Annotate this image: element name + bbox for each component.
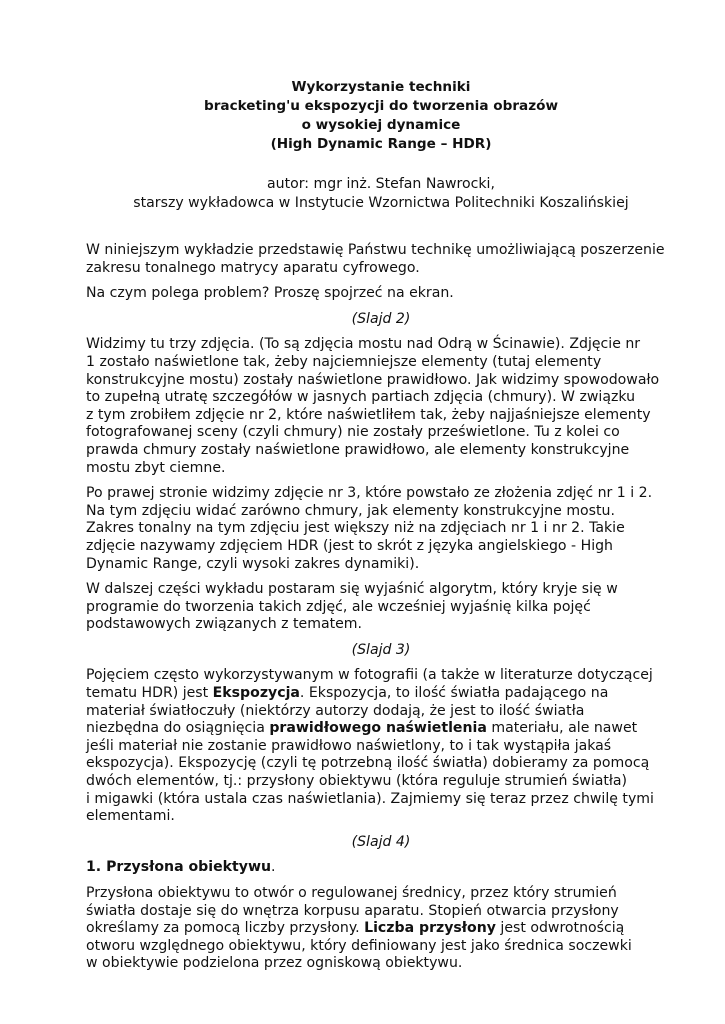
- text-line: podstawowych związanych z tematem.: [86, 616, 362, 633]
- slide4-paragraph: [86, 885, 676, 973]
- document-page: [86, 78, 676, 981]
- term-liczba-przyslony: Liczba przysłony: [364, 920, 496, 937]
- title-line: o wysokiej dynamice: [301, 117, 461, 133]
- text-line: materiał światłoczuły (niektórzy autorzy dodają, że jest to ilość światła: [86, 702, 585, 719]
- text-line: programie do tworzenia takich zdjęć, ale wcześniej wyjaśnię kilka pojęć: [86, 598, 591, 615]
- text-line: elementami.: [86, 808, 175, 825]
- text-line: światła dostaje się do wnętrza korpusu aparatu. Stopień otwarcia przysłony: [86, 902, 619, 919]
- intro-paragraph: [86, 242, 676, 277]
- text-line: W dalszej części wykładu postaram się wyjaśnić algorytm, który kryje się w: [86, 581, 618, 598]
- author-name: autor: mgr inż. Stefan Nawrocki,: [267, 176, 495, 192]
- text-line: prawda chmury zostały naświetlone prawidłowo, ale elementy konstrukcyjne: [86, 441, 630, 458]
- text-segment: . Ekspozycja, to ilość światła padającego na: [299, 685, 609, 702]
- text-line: Na czym polega problem? Proszę spojrzeć na ekran.: [86, 285, 454, 302]
- text-line: Pojęciem często wykorzystywanym w fotografii (a także w literaturze dotyczącej: [86, 667, 653, 684]
- section-heading-period: .: [271, 859, 276, 876]
- text-line: konstrukcyjne mostu) zostały naświetlone prawidłowo. Jak widzimy spowodowało: [86, 371, 660, 388]
- text-line: w obiektywie podzielona przez ogniskową obiektywu.: [86, 955, 463, 972]
- intro-question: [86, 285, 676, 303]
- text-line: zakresu tonalnego matrycy aparatu cyfrowego.: [86, 259, 420, 276]
- text-segment: materiału, ale nawet: [486, 720, 638, 737]
- title-line: (High Dynamic Range – HDR): [270, 136, 492, 152]
- author-block: [86, 175, 676, 213]
- text-line: [86, 685, 676, 703]
- text-line: [86, 920, 676, 938]
- text-line: i migawki (która ustala czas naświetlania). Zajmiemy się teraz przez chwilę tymi: [86, 790, 654, 807]
- text-line: W niniejszym wykładzie przedstawię Państwu technikę umożliwiającą poszerzenie: [86, 242, 665, 258]
- title-line: Wykorzystanie techniki: [291, 79, 471, 95]
- text-line: Zakres tonalny na tym zdjęciu jest większy niż na zdjęciach nr 1 i nr 2. Takie: [86, 520, 625, 537]
- author-affiliation: starszy wykładowca w Instytucie Wzornictwa Politechniki Koszalińskiej: [133, 195, 629, 211]
- slide2-paragraph-3: [86, 581, 676, 634]
- slide3-paragraph: [86, 667, 676, 825]
- slide-marker-4: (Slajd 4): [351, 833, 411, 850]
- text-line: to zupełną utratę szczegółów w jasnych partiach zdjęcia (chmury). W związku: [86, 389, 636, 406]
- section-heading-text: 1. Przysłona obiektywu: [86, 859, 272, 876]
- text-line: zdjęcie nazywamy zdjęciem HDR (jest to skrót z języka angielskiego - High: [86, 537, 613, 554]
- section-heading-przyslona: [86, 859, 676, 877]
- text-line: 1 zostało naświetlone tak, żeby najciemniejsze elementy (tutaj elementy: [86, 353, 602, 370]
- text-line: Po prawej stronie widzimy zdjęcie nr 3, które powstało ze złożenia zdjęć nr 1 i 2.: [86, 485, 653, 502]
- text-line: dwóch elementów, tj.: przysłony obiektywu (która reguluje strumień światła): [86, 773, 628, 790]
- text-line: Na tym zdjęciu widać zarówno chmury, jak elementy konstrukcyjne mostu.: [86, 502, 615, 519]
- text-segment: tematu HDR) jest: [86, 685, 213, 702]
- text-segment: niezbędna do osiągnięcia: [86, 720, 270, 737]
- text-line: jeśli materiał nie zostanie prawidłowo naświetlony, to i tak wystąpiła jakaś: [86, 737, 612, 754]
- text-line: Widzimy tu trzy zdjęcia. (To są zdjęcia mostu nad Odrą w Ścinawie). Zdjęcie nr: [86, 336, 641, 353]
- text-line: [86, 720, 676, 738]
- text-line: ekspozycja). Ekspozycję (czyli tę potrzebną ilość światła) dobieramy za pomocą: [86, 755, 650, 772]
- term-ekspozycja: Ekspozycja: [212, 685, 300, 702]
- slide-marker-3: (Slajd 3): [351, 641, 411, 658]
- slide2-paragraph-2: [86, 485, 676, 573]
- text-line: fotografowanej sceny (czyli chmury) nie zostały prześwietlone. Tu z kolei co: [86, 424, 620, 441]
- term-prawidlowe-naswietlenie: prawidłowego naświetlenia: [269, 720, 487, 737]
- text-line: Dynamic Range, czyli wysoki zakres dynamiki).: [86, 555, 420, 572]
- text-segment: określamy za pomocą liczby przysłony.: [86, 920, 365, 937]
- text-line: mostu zbyt ciemne.: [86, 459, 226, 476]
- text-line: otworu względnego obiektywu, który definiowany jest jako średnica soczewki: [86, 937, 632, 954]
- text-line: z tym zrobiłem zdjęcie nr 2, które naświetliłem tak, żeby najjaśniejsze elementy: [86, 406, 651, 423]
- text-line: Przysłona obiektywu to otwór o regulowanej średnicy, przez który strumień: [86, 885, 617, 901]
- text-segment: jest odwrotnością: [495, 920, 625, 937]
- document-title: [86, 78, 676, 154]
- title-line: bracketing'u ekspozycji do tworzenia obrazów: [203, 98, 559, 114]
- slide2-paragraph-1: [86, 336, 676, 477]
- slide-marker-2: (Slajd 2): [351, 310, 411, 327]
